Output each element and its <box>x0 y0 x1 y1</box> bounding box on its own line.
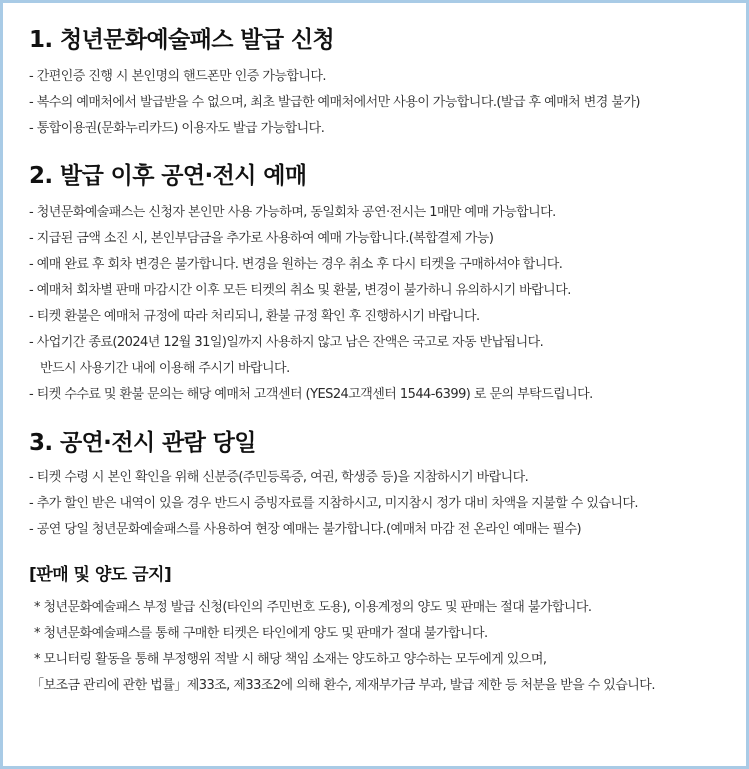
list-item-continuation: 반드시 사용기간 내에 이용해 주시기 바랍니다. <box>40 361 290 376</box>
list-item: - 추가 할인 받은 내역이 있을 경우 반드시 증빙자료를 지참하시고, 미지참시 정가 대비 차액을 지불할 수 있습니다. <box>29 496 638 511</box>
list-item: - 티켓 수수료 및 환불 문의는 해당 예매처 고객센터 (YES24고객센터 1544-6399) 로 문의 부탁드립니다. <box>29 387 593 402</box>
section-title-booking: 2. 발급 이후 공연·전시 예매 <box>29 163 307 189</box>
list-item: - 티켓 수령 시 본인 확인을 위해 신분증(주민등록증, 여권, 학생증 등)을 지참하시기 바랍니다. <box>29 470 529 485</box>
section-list-issuance <box>29 64 729 142</box>
list-item: - 간편인증 진행 시 본인명의 핸드폰만 인증 가능합니다. <box>29 69 326 84</box>
list-item: * 모니터링 활동을 통해 부정행위 적발 시 해당 책임 소재는 양도하고 양수하는 모두에게 있으며, <box>34 652 547 667</box>
section-title-viewing-day: 3. 공연·전시 관람 당일 <box>29 430 256 456</box>
list-item: - 지급된 금액 소진 시, 본인부담금을 추가로 사용하여 예매 가능합니다.(복합결제 가능) <box>29 231 494 246</box>
list-item: - 예매처 회차별 판매 마감시간 이후 모든 티켓의 취소 및 환불, 변경이 불가하니 유의하시기 바랍니다. <box>29 283 571 298</box>
list-item: - 사업기간 종료(2024년 12월 31일)일까지 사용하지 않고 남은 잔액은 국고로 자동 반납됩니다. <box>29 335 544 350</box>
list-item-continuation: 「보조금 관리에 관한 법률」제33조, 제33조2에 의해 환수, 제재부가금 부과, 발급 제한 등 처분을 받을 수 있습니다. <box>31 678 655 693</box>
list-item: * 청년문화예술패스 부정 발급 신청(타인의 주민번호 도용), 이용계정의 양도 및 판매는 절대 불가합니다. <box>34 600 592 615</box>
list-item: - 티켓 환불은 예매처 규정에 따라 처리되니, 환불 규정 확인 후 진행하시기 바랍니다. <box>29 309 480 324</box>
list-item: - 통합이용권(문화누리카드) 이용자도 발급 가능합니다. <box>29 121 325 136</box>
notice-content <box>29 21 729 699</box>
section-title-transfer-ban: [판매 및 양도 금지] <box>29 565 172 585</box>
list-item: * 청년문화예술패스를 통해 구매한 티켓은 타인에게 양도 및 판매가 절대 불가합니다. <box>34 626 488 641</box>
section-list-booking <box>29 200 729 408</box>
section-list-transfer-ban <box>29 595 729 699</box>
list-item: - 복수의 예매처에서 발급받을 수 없으며, 최초 발급한 예매처에서만 사용이 가능합니다.(발급 후 예매처 변경 불가) <box>29 95 640 110</box>
list-item: - 청년문화예술패스는 신청자 본인만 사용 가능하며, 동일회차 공연·전시는 1매만 예매 가능합니다. <box>29 205 556 220</box>
section-list-viewing-day <box>29 465 729 543</box>
section-title-issuance: 1. 청년문화예술패스 발급 신청 <box>29 27 335 53</box>
list-item: - 공연 당일 청년문화예술패스를 사용하여 현장 예매는 불가합니다.(예매처 마감 전 온라인 예매는 필수) <box>29 522 582 537</box>
list-item: - 예매 완료 후 회차 변경은 불가합니다. 변경을 원하는 경우 취소 후 다시 티켓을 구매하셔야 합니다. <box>29 257 563 272</box>
